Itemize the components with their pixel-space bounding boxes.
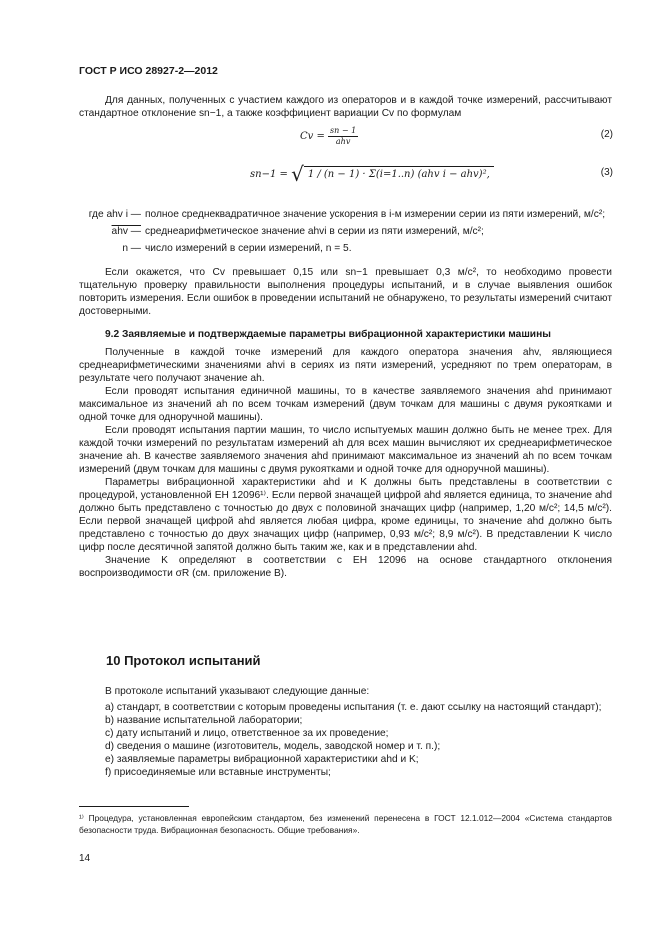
formula-3-body: 1 / (n − 1) · Σ(i=1..n) (ahv i − ahv)², bbox=[304, 166, 494, 182]
check-text: Если окажется, что Cv превышает 0,15 или sn−1 превышает 0,3 м/с², то необходимо провести тщательную проверку правильности выполнения процедуры испытаний, и в случае выявления ошибок повторить измерения. Если ошибок в проведении испытаний не обнаружено, то результаты измерений считают достоверными. bbox=[79, 267, 612, 317]
section-10-title: 10 Протокол испытаний bbox=[106, 653, 261, 668]
section-9-2-paragraph: Если проводят испытания партии машин, то число испытуемых машин должно быть не менее трех. Для каждой точки измерений по результатам измерений ah для всех машин вычисляют их среднеарифметическое значение ah. В качестве заявляемого значения ahd принимают максимальное из значений ah по всем точкам измерений (двум точкам для машины с двумя рукоятками и одной точке для одноручной машины). bbox=[79, 425, 612, 475]
equation-number-2: (2) bbox=[600, 129, 613, 140]
document-header: ГОСТ Р ИСО 28927-2—2012 bbox=[79, 65, 218, 77]
formula-2-numerator: sn − 1 bbox=[330, 126, 357, 135]
formula-2 bbox=[300, 126, 358, 147]
equation-number-3: (3) bbox=[600, 167, 613, 178]
definition-text: число измерений в серии измерений, n = 5. bbox=[145, 243, 352, 254]
intro-text: Для данных, полученных с участием каждого из операторов и в каждой точке измерений, рассчитывают стандартное отклонение sn−1, а также коэффициент вариации Cv по формулам bbox=[79, 95, 612, 119]
section-9-2-paragraph: Значение K определяют в соответствии с ЕН 12096 на основе стандартного отклонения воспроизводимости σR (см. приложение В). bbox=[79, 555, 612, 579]
list-item: b) название испытательной лаборатории; bbox=[105, 715, 303, 726]
section-10-lead: В протоколе испытаний указывают следующие данные: bbox=[105, 686, 370, 697]
formula-2-denominator: ahv bbox=[335, 137, 351, 146]
list-item: c) дату испытаний и лицо, ответственное за их проведение; bbox=[105, 728, 389, 739]
list-item: e) заявляемые параметры вибрационной характеристики ahd и K; bbox=[105, 754, 419, 765]
footnote: ¹⁾ Процедура, установленная европейским стандартом, без изменений перенесена в ГОСТ 12.1.012—2004 «Система стандартов безопасности труда. Вибрационная безопасность. Общие требования». bbox=[79, 813, 612, 835]
section-9-2-paragraph: Если проводят испытания единичной машины, то в качестве заявляемого значения ahd принимают максимальное из значений ah по всем точкам измерений (двум точкам для машины с двумя рукоятками и одной точке для одноручной машины). bbox=[79, 386, 612, 423]
definition-symbol: n — bbox=[122, 243, 141, 254]
page-number: 14 bbox=[79, 853, 91, 864]
definition-text: полное среднеквадратичное значение ускорения в i-м измерении серии из пяти измерений, м/с²; bbox=[145, 209, 606, 220]
section-9-2-paragraph: Параметры вибрационной характеристики ahd и K должны быть представлены в соответствии с процедурой, установленной ЕН 12096¹⁾. Если первой значащей цифрой ahd является единица, то значение ahd должно быть представлено с точностью до двух с половиной значащих цифр (например, 1,20 м/с²; 14,5 м/с²). Если первой значащей цифрой ahd является любая цифра, кроме единицы, то значение ahd должно быть представлено с точностью до двух значащих цифр (например, 0,93 м/с²; 8,9 м/с²). В представлении K число цифр после десятичной запятой должно быть таким же, как и в представлении ahd. bbox=[79, 477, 612, 553]
formula-2-lhs: Cv = bbox=[300, 131, 325, 142]
definition-row bbox=[79, 242, 612, 255]
sqrt-icon: √ bbox=[291, 162, 304, 186]
formula-3-lhs: sn−1 = bbox=[250, 169, 288, 180]
section-9-2 bbox=[79, 328, 612, 580]
list-item: a) стандарт, в соответствии с которым проведены испытания (т. е. дают ссылку на настоящий стандарт); bbox=[105, 702, 602, 713]
section-9-2-paragraph: Полученные в каждой точке измерений для каждого оператора значения ahv, являющиеся среднеарифметическими значениями ahvi в сериях из пяти измерений, усредняют по трем операторам, в результате чего получают значение ah. bbox=[79, 347, 612, 384]
definition-row bbox=[79, 225, 612, 238]
definitions-list bbox=[79, 208, 612, 255]
intro-paragraph bbox=[79, 94, 612, 120]
list-item: f) присоединяемые или вставные инструменты; bbox=[105, 767, 331, 778]
definition-text: среднеарифметическое значение ahvi в серии из пяти измерений, м/с²; bbox=[145, 226, 484, 237]
list-item: d) сведения о машине (изготовитель, модель, заводской номер и т. п.); bbox=[105, 741, 441, 752]
definition-symbol: где ahv i — bbox=[88, 209, 141, 220]
footnote-separator bbox=[79, 806, 189, 807]
formula-3 bbox=[250, 162, 494, 186]
section-10-body bbox=[79, 685, 612, 779]
formula-2-fraction bbox=[328, 126, 358, 147]
definition-symbol: ahv — bbox=[111, 226, 141, 237]
definition-row bbox=[79, 208, 612, 221]
section-9-2-title: 9.2 Заявляемые и подтверждаемые параметры вибрационной характеристики машины bbox=[105, 329, 551, 340]
check-paragraph bbox=[79, 266, 612, 318]
